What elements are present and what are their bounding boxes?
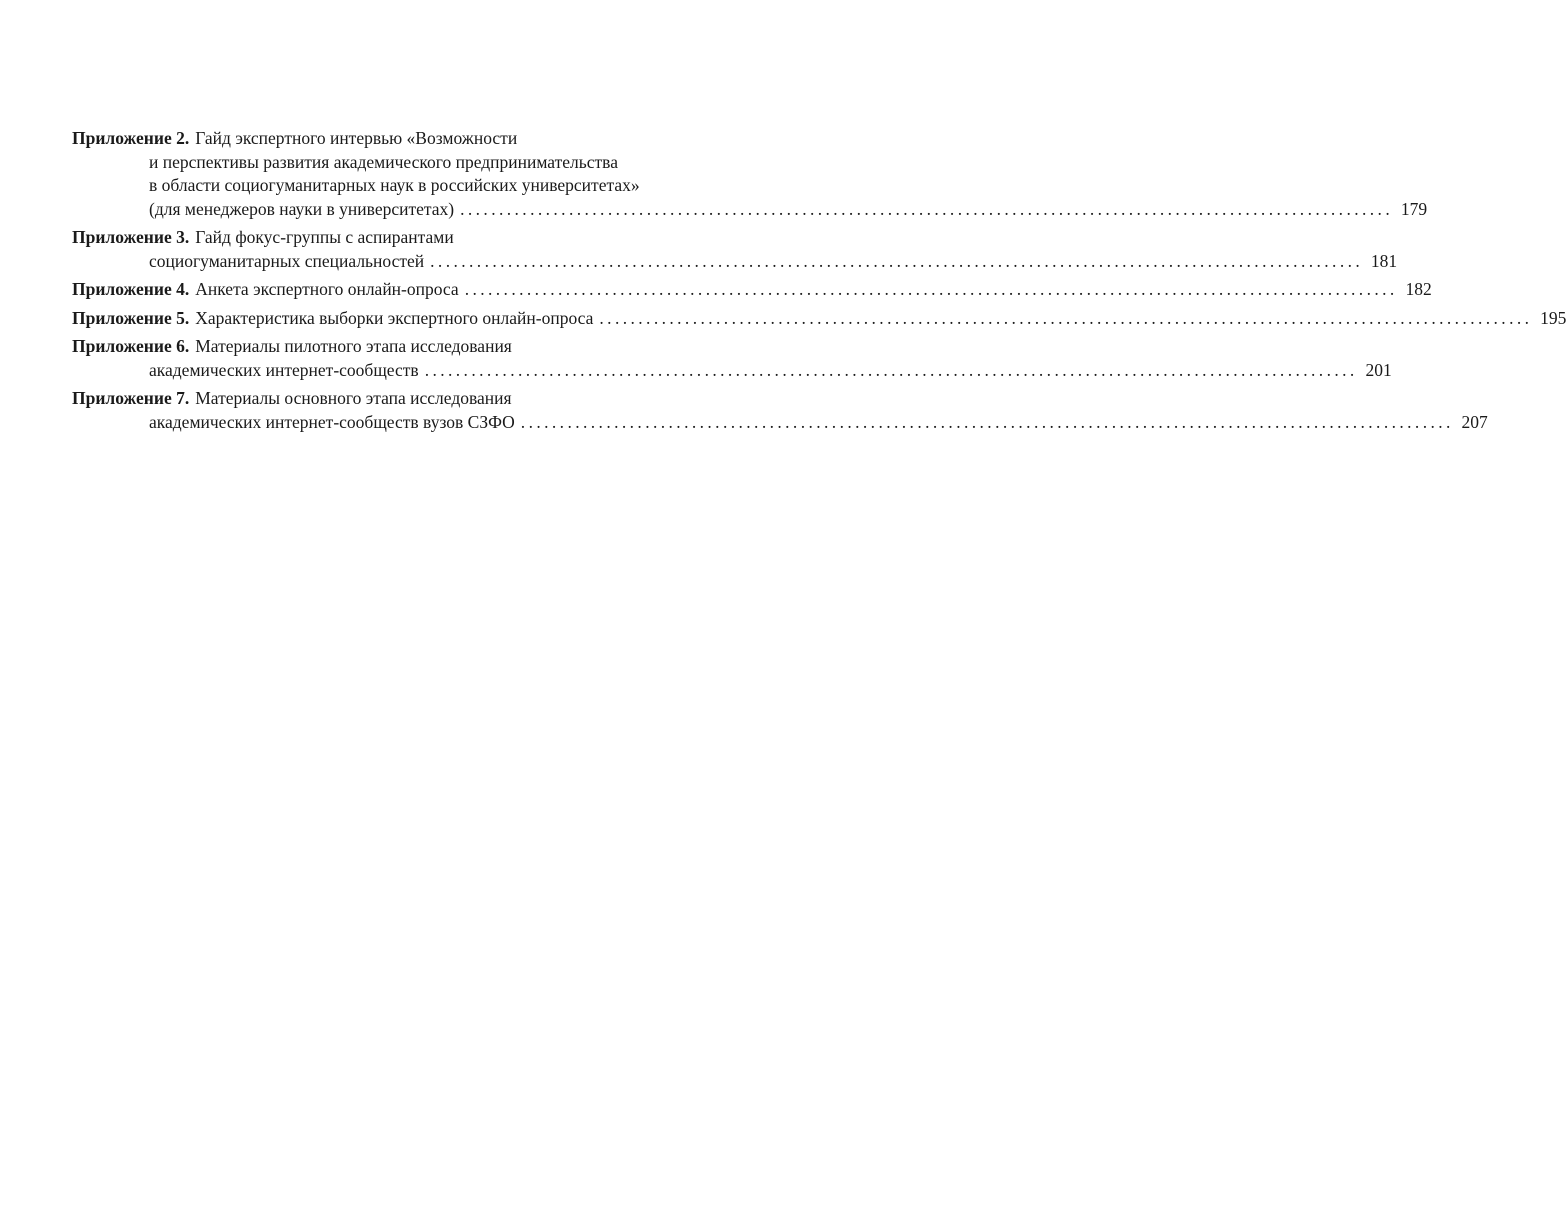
toc-leader-dots: ........................................................................................................................ [460, 198, 1394, 219]
toc-page-number: 182 [1405, 279, 1432, 299]
toc-entry-label: Приложение 7. [72, 388, 190, 408]
toc-leader-dots: ........................................................................................................................ [424, 359, 1358, 380]
toc-line [72, 411, 1488, 435]
toc-line [72, 127, 774, 151]
toc-entry-title: Анкета экспертного онлайн-опроса [195, 279, 459, 299]
toc-leader-dots: ........................................................................................................................ [599, 307, 1533, 328]
toc-entry-title: академических интернет-сообществ вузов СЗФО [149, 411, 515, 432]
toc-leader-dots: ........................................................................................................................ [464, 279, 1398, 299]
toc-line [72, 151, 774, 175]
toc-leader-dots: ........................................................................................................................ [430, 250, 1364, 271]
toc-entry-title: академических интернет-сообществ [149, 359, 419, 380]
toc-page-number: 201 [1365, 359, 1392, 380]
toc-entry-title: и перспективы развития академического предпринимательства [149, 151, 618, 172]
toc-line [72, 250, 1398, 274]
toc-page-number: 179 [1400, 198, 1428, 219]
toc-entry-title: Характеристика выборки экспертного онлайн-опроса [195, 307, 594, 328]
toc-entry [72, 226, 1398, 273]
toc-entry-title: Материалы пилотного этапа исследования [195, 336, 512, 356]
toc-entry [72, 127, 1428, 221]
toc-line [72, 174, 774, 198]
toc-entry-title: социогуманитарных специальностей [149, 250, 425, 271]
toc-entry [72, 387, 1488, 434]
toc-entry [72, 278, 1432, 302]
table-of-contents [72, 127, 1566, 439]
toc-entry-title: в области социогуманитарных наук в российских университетах» [149, 175, 640, 195]
toc-line [72, 387, 774, 411]
toc-line [72, 278, 1432, 302]
toc-entry-title: Гайд фокус-группы с аспирантами [195, 227, 454, 247]
toc-line [72, 198, 1428, 222]
toc-page-number: 195 [1540, 307, 1566, 328]
toc-line [72, 307, 1566, 331]
toc-page-number: 207 [1461, 411, 1488, 432]
toc-line [72, 226, 774, 250]
toc-line [72, 359, 1392, 383]
toc-page-number: 181 [1370, 250, 1398, 271]
toc-entry-label: Приложение 4. [72, 279, 190, 299]
toc-entry [72, 307, 1566, 331]
toc-entry-title: Материалы основного этапа исследования [195, 388, 512, 408]
toc-line [72, 335, 774, 359]
toc-entry-title: Гайд экспертного интервью «Возможности [195, 128, 518, 148]
toc-entry [72, 335, 1392, 382]
toc-entry-label: Приложение 3. [72, 227, 190, 247]
toc-entry-title: (для менеджеров науки в университетах) [149, 198, 455, 219]
toc-entry-label: Приложение 5. [72, 307, 190, 328]
toc-leader-dots: ........................................................................................................................ [520, 411, 1454, 432]
toc-entry-label: Приложение 6. [72, 336, 190, 356]
toc-entry-label: Приложение 2. [72, 128, 190, 148]
